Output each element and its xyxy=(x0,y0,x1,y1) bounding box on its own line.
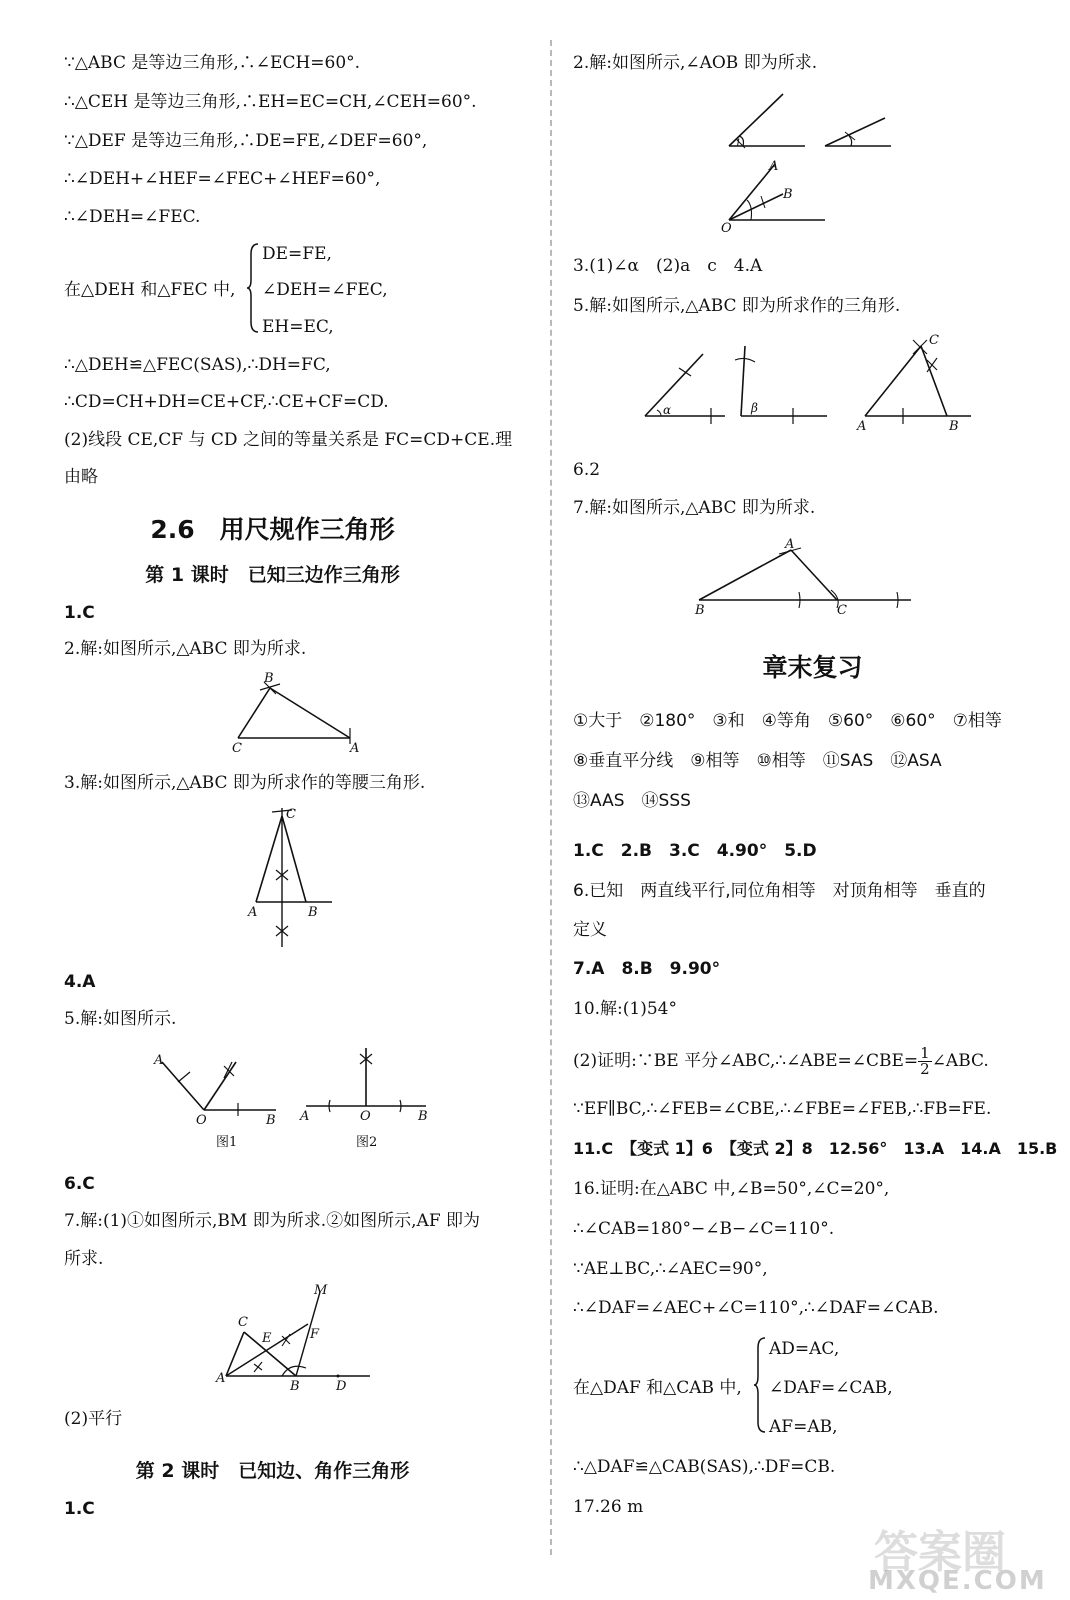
svg-text:B: B xyxy=(308,905,318,920)
answer-6-line-1: 6.已知 两直线平行,同位角相等 对顶角相等 垂直的 xyxy=(573,881,986,901)
isosceles-triangle-figure xyxy=(240,802,350,952)
answer-2: 2.解:如图所示,△ABC 即为所求. xyxy=(64,639,307,659)
svg-text:A: A xyxy=(248,905,258,920)
figure-1 xyxy=(148,1040,288,1150)
system-2-row-1: AD=AC, xyxy=(769,1339,840,1359)
watermark-en: MXQE.COM xyxy=(868,1566,1047,1596)
answer-10-part-1: 10.解:(1)54° xyxy=(573,999,677,1019)
svg-text:C: C xyxy=(929,333,939,348)
svg-text:C: C xyxy=(232,741,242,756)
right-column xyxy=(555,0,1070,1600)
chapter-review-title: 章末复习 xyxy=(762,653,863,682)
r-answer-5: 5.解:如图所示,△ABC 即为所求作的三角形. xyxy=(573,296,901,316)
svg-text:C: C xyxy=(286,807,296,822)
fig-2-caption: 图2 xyxy=(356,1135,378,1150)
answer-10-part-2 xyxy=(573,1046,989,1077)
svg-text:C: C xyxy=(837,603,847,618)
answer-16-line-1: 16.证明:在△ABC 中,∠B=50°,∠C=20°, xyxy=(573,1179,890,1199)
triangle-construction-figure xyxy=(641,332,981,442)
answer-3: 3.解:如图所示,△ABC 即为所求作的等腰三角形. xyxy=(64,773,426,793)
bisector-construction-figure xyxy=(210,1280,390,1394)
answer-6: 6.C xyxy=(64,1174,95,1194)
svg-text:B: B xyxy=(418,1109,428,1124)
svg-text:α: α xyxy=(663,403,672,417)
svg-text:A: A xyxy=(154,1053,164,1068)
svg-text:B: B xyxy=(949,419,959,434)
answer-16-line-4: ∴∠DAF=∠AEC+∠C=110°,∴∠DAF=∠CAB. xyxy=(573,1298,939,1318)
angle-construction-figure xyxy=(721,88,905,238)
proof-line-2: ∴△CEH 是等边三角形,∴EH=EC=CH,∠CEH=60°. xyxy=(64,92,477,112)
fraction-one-half: $\frac{1}{2}$ xyxy=(920,1044,930,1078)
r-answer-2: 2.解:如图所示,∠AOB 即为所求. xyxy=(573,53,818,73)
system-row-1: DE=FE, xyxy=(262,244,332,264)
system-2-row-3: AF=AB, xyxy=(769,1417,838,1437)
column-divider xyxy=(550,40,552,1555)
answer-4: 4.A xyxy=(64,972,96,992)
proof-line-4: ∴∠DEH+∠HEF=∠FEC+∠HEF=60°, xyxy=(64,169,381,189)
svg-text:C: C xyxy=(238,1315,248,1330)
answer-16-conclusion: ∴△DAF≌△CAB(SAS),∴DF=CB. xyxy=(573,1457,836,1477)
watermark-logo xyxy=(864,1516,1064,1596)
svg-text:A: A xyxy=(216,1371,226,1386)
answers-1-5: 1.C 2.B 3.C 4.90° 5.D xyxy=(573,841,817,861)
answer-1b: 1.C xyxy=(64,1499,95,1519)
answer-10-text: (2)证明:∵BE 平分∠ABC,∴∠ABE=∠CBE= xyxy=(573,1051,919,1071)
review-line-2: ⑧垂直平分线 ⑨相等 ⑩相等 ⑪SAS ⑫ASA xyxy=(573,751,942,771)
answers-11-15: 11.C 【变式 1】6 【变式 2】8 12.56° 13.A 14.A 15.B xyxy=(573,1139,1058,1158)
proof-line-1: ∵△ABC 是等边三角形,∴∠ECH=60°. xyxy=(64,53,361,73)
brace-icon xyxy=(246,242,260,334)
answer-6-line-2: 定义 xyxy=(573,920,607,940)
system-row-3: EH=EC, xyxy=(262,317,334,337)
triangle-7-figure xyxy=(691,532,921,622)
svg-text:B: B xyxy=(264,671,274,686)
proof-line-9: 由略 xyxy=(64,467,98,487)
answer-5: 5.解:如图所示. xyxy=(64,1009,177,1029)
r-answer-6: 6.2 xyxy=(573,460,601,480)
svg-text:B: B xyxy=(266,1113,276,1128)
figure-2 xyxy=(300,1040,440,1150)
svg-text:A: A xyxy=(300,1109,310,1124)
system-2-prefix: 在△DAF 和△CAB 中, xyxy=(573,1378,742,1398)
brace-icon xyxy=(753,1336,767,1434)
answer-16-line-2: ∴∠CAB=180°−∠B−∠C=110°. xyxy=(573,1219,835,1239)
svg-text:B: B xyxy=(695,603,705,618)
r-answer-7: 7.解:如图所示,△ABC 即为所求. xyxy=(573,498,816,518)
review-line-3: ⑬AAS ⑭SSS xyxy=(573,791,691,811)
answer-10-part-3: ∵EF∥BC,∴∠FEB=∠CBE,∴∠FBE=∠FEB,∴FB=FE. xyxy=(573,1099,992,1119)
svg-text:B: B xyxy=(783,187,793,202)
svg-text:E: E xyxy=(262,1331,272,1346)
svg-text:1: 1 xyxy=(735,138,742,149)
section-title: 2.6 用尺规作三角形 xyxy=(150,515,395,544)
review-line-1: ①大于 ②180° ③和 ④等角 ⑤60° ⑥60° ⑦相等 xyxy=(573,711,1002,731)
answer-17: 17.26 m xyxy=(573,1497,644,1517)
answer-16-line-3: ∵AE⊥BC,∴∠AEC=90°, xyxy=(573,1259,768,1279)
lesson-2-title: 第 2 课时 已知边、角作三角形 xyxy=(135,1460,410,1482)
proof-line-5: ∴∠DEH=∠FEC. xyxy=(64,207,201,227)
answer-1: 1.C xyxy=(64,603,95,623)
svg-text:F: F xyxy=(310,1327,320,1342)
answer-7-line-2: 所求. xyxy=(64,1249,104,1269)
fig-1-caption: 图1 xyxy=(216,1135,238,1150)
svg-text:A: A xyxy=(769,159,779,174)
svg-text:B: B xyxy=(290,1379,300,1394)
svg-text:A: A xyxy=(857,419,867,434)
watermark-cn: 答案圈 xyxy=(874,1527,1006,1578)
svg-text:A: A xyxy=(350,741,360,756)
svg-text:O: O xyxy=(360,1109,371,1124)
svg-text:A: A xyxy=(785,537,795,552)
answer-7-part-2: (2)平行 xyxy=(64,1409,123,1429)
answers-7-9: 7.A 8.B 9.90° xyxy=(573,959,721,979)
system-prefix: 在△DEH 和△FEC 中, xyxy=(64,280,236,300)
lesson-1-title: 第 1 课时 已知三边作三角形 xyxy=(145,564,400,586)
proof-line-6: ∴△DEH≌△FEC(SAS),∴DH=FC, xyxy=(64,355,331,375)
system-row-2: ∠DEH=∠FEC, xyxy=(262,280,388,300)
proof-line-3: ∵△DEF 是等边三角形,∴DE=FE,∠DEF=60°, xyxy=(64,131,428,151)
proof-line-7: ∴CD=CH+DH=CE+CF,∴CE+CF=CD. xyxy=(64,392,389,412)
answer-7-line-1: 7.解:(1)①如图所示,BM 即为所求.②如图所示,AF 即为 xyxy=(64,1211,481,1231)
svg-text:O: O xyxy=(196,1113,207,1128)
system-2-row-2: ∠DAF=∠CAB, xyxy=(769,1378,893,1398)
triangle-abc-figure xyxy=(220,670,380,760)
svg-text:M: M xyxy=(314,1283,328,1298)
answer-10-tail: ∠ABC. xyxy=(931,1051,989,1071)
svg-text:O: O xyxy=(721,221,732,236)
svg-text:D: D xyxy=(336,1379,347,1394)
proof-line-8: (2)线段 CE,CF 与 CD 之间的等量关系是 FC=CD+CE.理 xyxy=(64,430,513,450)
svg-text:β: β xyxy=(751,401,758,415)
r-answer-3-4: 3.(1)∠α (2)a c 4.A xyxy=(573,256,763,276)
